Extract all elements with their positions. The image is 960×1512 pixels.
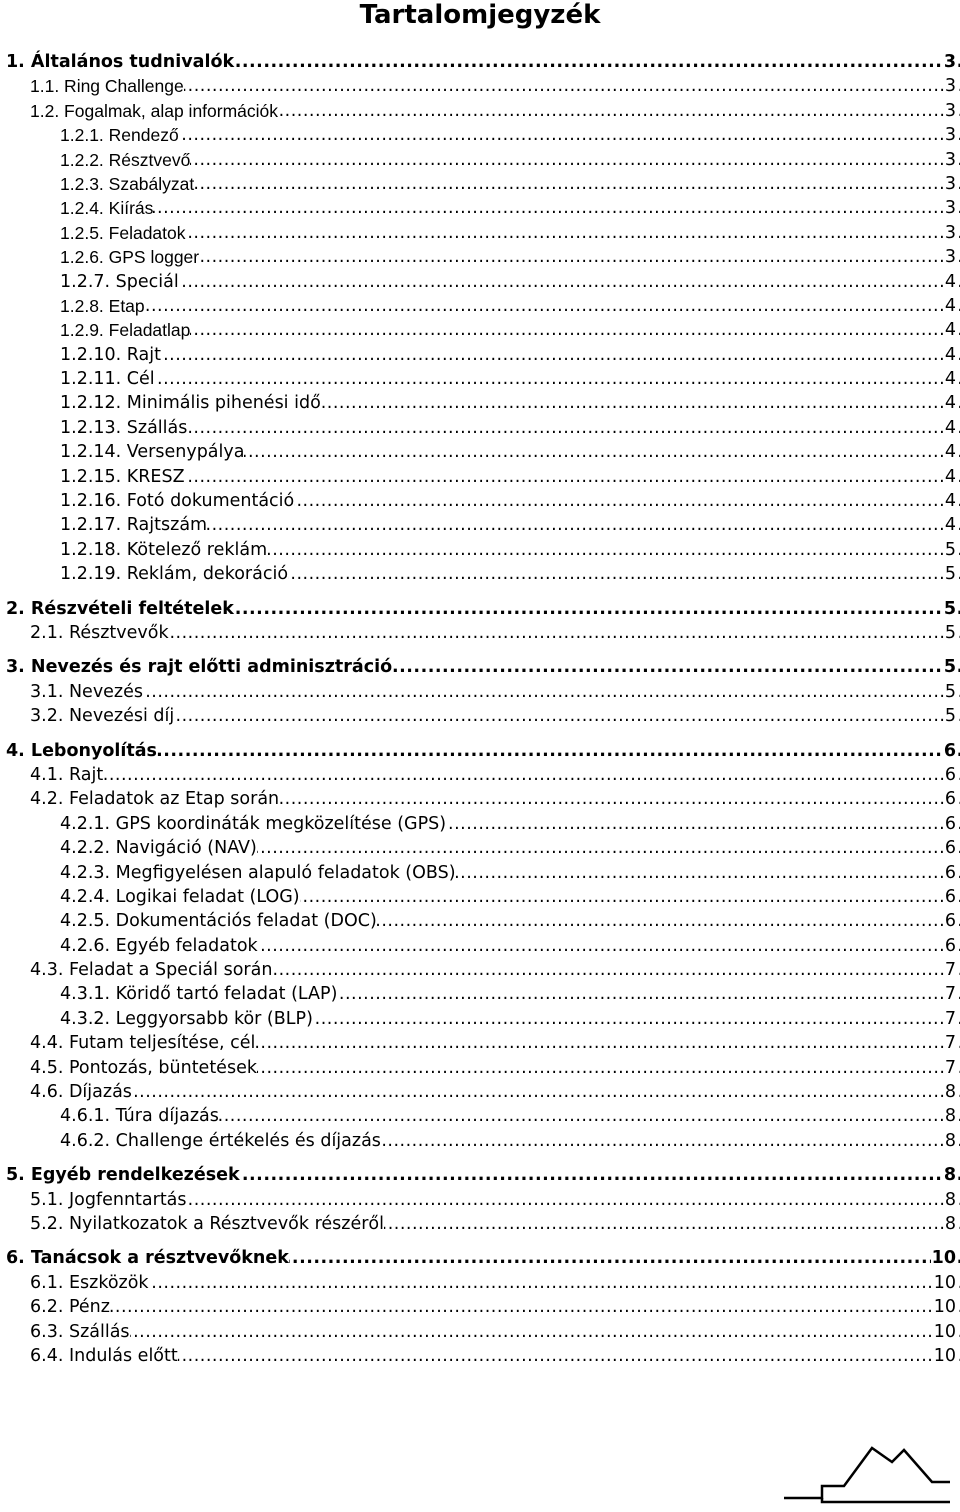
toc-entry-label: 4.4. Futam teljesítése, cél [30,1031,255,1055]
toc-entry-page: 5 [943,655,956,679]
toc-entry[interactable] [0,270,960,294]
toc-entry[interactable] [0,148,960,172]
toc-entry-page: 7 [944,958,956,982]
toc-dot-leader [60,367,960,391]
toc-dot-leader [60,318,960,342]
toc-entry[interactable] [0,958,960,982]
toc-dot-leader [60,172,960,196]
toc-dot-leader [30,1320,960,1344]
mountain-outline-logo-icon [782,1426,952,1504]
toc-entry-page: 3 [943,50,956,74]
toc-entry-page: 10 [933,1344,956,1368]
toc-entry-page: 6 [944,787,956,811]
toc-entry[interactable] [0,513,960,537]
toc-dot-leader [60,343,960,367]
table-of-contents [0,50,960,1368]
toc-entry-label: 4.2. Feladatok az Etap során [30,787,279,811]
toc-entry-page: 4 [944,294,956,318]
toc-dot-leader [30,763,960,787]
toc-entry-page: 10 [933,1320,956,1344]
toc-entry-label: 4.2.5. Dokumentációs feladat (DOC) [60,909,377,933]
toc-entry-page: 5 [944,538,956,562]
toc-entry-page: 4 [944,440,956,464]
toc-entry-page: 6 [944,909,956,933]
toc-entry[interactable] [0,861,960,885]
toc-entry[interactable] [0,74,960,98]
toc-entry-page: 3 [944,196,956,220]
toc-entry[interactable] [0,1080,960,1104]
toc-entry-page: 3 [944,99,956,123]
toc-entry-label: 6.2. Pénz [30,1295,110,1319]
toc-entry[interactable] [0,1320,960,1344]
toc-entry-label: 4.6.1. Túra díjazás [60,1104,219,1128]
toc-entry-page: 4 [944,367,956,391]
toc-entry[interactable] [0,1246,960,1270]
toc-entry-page: 6 [944,861,956,885]
toc-entry-page: 3 [944,74,956,98]
toc-entry-page: 3 [944,245,956,269]
toc-entry-page: 3 [944,123,956,147]
toc-entry-page: 8 [944,1080,956,1104]
toc-dot-leader [60,148,960,172]
toc-dot-leader [30,1295,960,1319]
toc-entry-label: 1.2.13. Szállás [60,416,187,440]
toc-entry-page: 8 [944,1104,956,1128]
toc-entry[interactable] [0,739,960,763]
toc-entry-label: 1.1. Ring Challenge [30,74,184,98]
toc-entry[interactable] [0,597,960,621]
toc-entry-page: 5 [943,597,956,621]
toc-entry[interactable] [0,885,960,909]
toc-entry[interactable] [0,1163,960,1187]
toc-entry-label: 2. Részvételi feltételek [6,597,234,621]
toc-entry-label: 1.2.7. Speciál [60,270,179,294]
toc-entry-page: 3 [944,172,956,196]
toc-entry[interactable] [0,1295,960,1319]
toc-entry-label: 4.6. Díjazás [30,1080,132,1104]
toc-entry-label: 1.2.6. GPS logger [60,245,199,269]
toc-entry-label: 1.2.4. Kiírás [60,196,153,220]
toc-entry[interactable] [0,50,960,74]
toc-entry-page: 7 [944,1007,956,1031]
toc-entry[interactable] [0,1056,960,1080]
toc-entry-label: 1.2. Fogalmak, alap információk [30,99,278,123]
toc-entry-page: 4 [944,513,956,537]
toc-entry-label: 1.2.2. Résztvevő [60,148,190,172]
toc-entry-page: 5 [944,680,956,704]
toc-dot-leader [30,621,960,645]
toc-entry[interactable] [0,1129,960,1153]
toc-entry-label: 4.2.4. Logikai feladat (LOG) [60,885,300,909]
toc-entry[interactable] [0,1271,960,1295]
toc-entry-label: 1.2.1. Rendező [60,123,179,147]
toc-entry-label: 6.4. Indulás előtt [30,1344,178,1368]
toc-entry-page: 5 [944,621,956,645]
toc-entry-page: 8 [944,1129,956,1153]
toc-entry[interactable] [0,99,960,123]
toc-entry[interactable] [0,440,960,464]
toc-entry-label: 6.3. Szállás [30,1320,130,1344]
toc-entry-page: 6 [944,885,956,909]
toc-entry-label: 1.2.12. Minimális pihenési idő [60,391,321,415]
toc-entry-label: 1.2.10. Rajt [60,343,161,367]
toc-entry-label: 4.3. Feladat a Speciál során [30,958,272,982]
toc-entry-label: 1.2.8. Etap [60,294,145,318]
toc-entry-page: 8 [944,1188,956,1212]
toc-entry-label: 1.2.17. Rajtszám [60,513,207,537]
toc-entry-label: 6.1. Eszközök [30,1271,149,1295]
toc-entry[interactable] [0,172,960,196]
toc-entry[interactable] [0,538,960,562]
toc-entry-label: 1.2.5. Feladatok [60,221,186,245]
toc-entry-label: 1.2.9. Feladatlap [60,318,190,342]
toc-entry-page: 7 [944,982,956,1006]
toc-entry-label: 4.1. Rajt [30,763,103,787]
toc-entry-page: 6 [944,812,956,836]
toc-entry[interactable] [0,704,960,728]
toc-entry[interactable] [0,196,960,220]
toc-entry-page: 4 [944,489,956,513]
toc-entry[interactable] [0,836,960,860]
toc-entry-page: 8 [943,1163,956,1187]
toc-entry[interactable] [0,318,960,342]
toc-entry-label: 5.1. Jogfenntartás [30,1188,187,1212]
toc-entry-label: 1. Általános tudnivalók [6,50,234,74]
toc-entry-page: 4 [944,270,956,294]
toc-entry-page: 6 [944,836,956,860]
toc-entry-label: 4.5. Pontozás, büntetések [30,1056,257,1080]
toc-entry-page: 6 [944,763,956,787]
toc-entry-label: 4.2.1. GPS koordináták megközelítése (GPS) [60,812,446,836]
toc-entry[interactable] [0,655,960,679]
toc-dot-leader [60,123,960,147]
toc-entry-page: 10 [931,1246,956,1270]
toc-entry[interactable] [0,562,960,586]
toc-entry-page: 3 [944,221,956,245]
toc-entry[interactable] [0,909,960,933]
toc-entry-label: 5. Egyéb rendelkezések [6,1163,240,1187]
toc-entry-page: 7 [944,1056,956,1080]
toc-dot-leader [30,1271,960,1295]
toc-entry-page: 5 [944,562,956,586]
toc-entry-page: 6 [943,739,956,763]
toc-entry-label: 3. Nevezés és rajt előtti adminisztráció [6,655,392,679]
toc-entry-page: 4 [944,343,956,367]
toc-entry-label: 1.2.19. Reklám, dekoráció [60,562,288,586]
toc-entry[interactable] [0,1007,960,1031]
toc-entry-label: 1.2.14. Versenypálya [60,440,244,464]
toc-entry-page: 5 [944,704,956,728]
toc-entry[interactable] [0,221,960,245]
toc-entry[interactable] [0,982,960,1006]
toc-dot-leader [30,1080,960,1104]
toc-entry-label: 5.2. Nyilatkozatok a Résztvevők részéről [30,1212,384,1236]
toc-entry-label: 4.2.6. Egyéb feladatok [60,934,258,958]
toc-dot-leader [60,196,960,220]
toc-entry-label: 1.2.16. Fotó dokumentáció [60,489,294,513]
toc-dot-leader [60,221,960,245]
toc-dot-leader [60,465,960,489]
toc-entry-label: 4.6.2. Challenge értékelés és díjazás [60,1129,381,1153]
toc-entry-label: 1.2.18. Kötelező reklám [60,538,267,562]
toc-entry[interactable] [0,465,960,489]
toc-entry[interactable] [0,1212,960,1236]
toc-entry-page: 7 [944,1031,956,1055]
toc-entry[interactable] [0,416,960,440]
toc-entry-page: 4 [944,465,956,489]
toc-entry[interactable] [0,343,960,367]
toc-entry[interactable] [0,489,960,513]
toc-entry[interactable] [0,1104,960,1128]
toc-entry[interactable] [0,1031,960,1055]
toc-entry[interactable] [0,1188,960,1212]
toc-entry[interactable] [0,391,960,415]
toc-entry[interactable] [0,245,960,269]
toc-entry[interactable] [0,812,960,836]
toc-entry-page: 6 [944,934,956,958]
toc-entry[interactable] [0,123,960,147]
toc-entry[interactable] [0,621,960,645]
toc-entry-label: 3.1. Nevezés [30,680,143,704]
toc-dot-leader [30,680,960,704]
toc-entry-label: 4.2.2. Navigáció (NAV) [60,836,257,860]
toc-dot-leader [60,416,960,440]
toc-dot-leader [60,294,960,318]
toc-entry[interactable] [0,367,960,391]
toc-entry-label: 1.2.11. Cél [60,367,155,391]
toc-entry-label: 2.1. Résztvevők [30,621,169,645]
toc-entry-page: 10 [933,1271,956,1295]
toc-entry-label: 4.3.1. Köridő tartó feladat (LAP) [60,982,337,1006]
page-title: Tartalomjegyzék [359,0,601,30]
toc-entry-page: 4 [944,391,956,415]
toc-entry-label: 4.2.3. Megfigyelésen alapuló feladatok (OBS) [60,861,456,885]
toc-entry-page: 8 [944,1212,956,1236]
toc-entry-page: 10 [933,1295,956,1319]
toc-entry-label: 4.3.2. Leggyorsabb kör (BLP) [60,1007,313,1031]
toc-entry[interactable] [0,680,960,704]
toc-entry[interactable] [0,1344,960,1368]
toc-entry[interactable] [0,934,960,958]
toc-entry-label: 1.2.3. Szabályzat [60,172,194,196]
toc-dot-leader [60,270,960,294]
toc-entry-label: 4. Lebonyolítás [6,739,157,763]
toc-entry[interactable] [0,763,960,787]
toc-entry[interactable] [0,294,960,318]
toc-entry[interactable] [0,787,960,811]
toc-entry-page: 3 [944,148,956,172]
toc-entry-page: 4 [944,416,956,440]
toc-entry-page: 4 [944,318,956,342]
toc-entry-label: 3.2. Nevezési díj [30,704,174,728]
toc-entry-label: 1.2.15. KRESZ [60,465,185,489]
toc-entry-label: 6. Tanácsok a résztvevőknek [6,1246,289,1270]
